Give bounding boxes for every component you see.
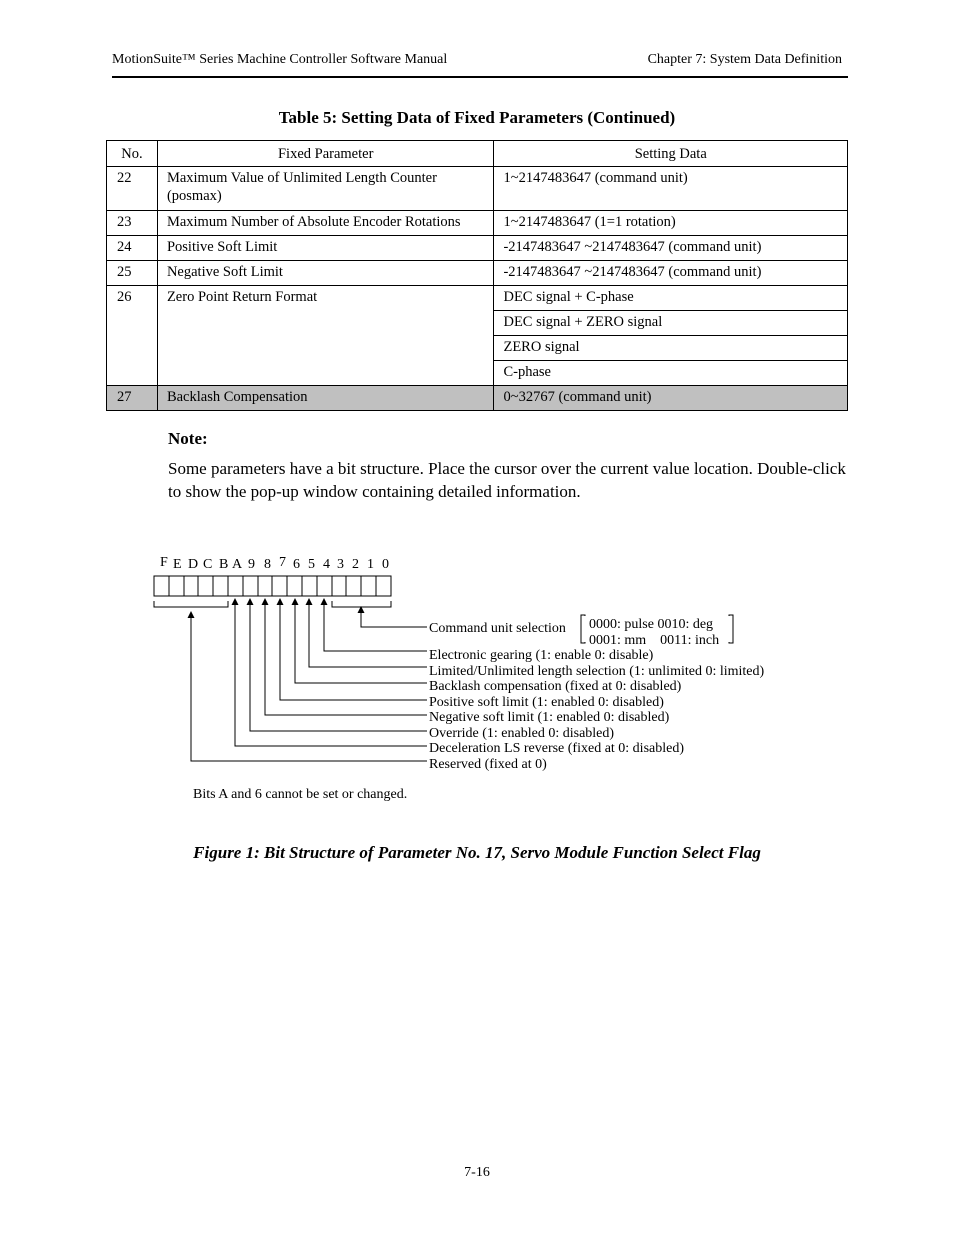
desc-reserved: Reserved (fixed at 0) — [429, 757, 547, 772]
column-header-setting-data: Setting Data — [494, 141, 848, 167]
bits-note: Bits A and 6 cannot be set or changed. — [193, 787, 408, 802]
bit-label: 9 — [248, 557, 255, 572]
row-no: 25 — [107, 261, 158, 286]
desc-electronic-gearing: Electronic gearing (1: enable 0: disable) — [429, 648, 654, 663]
arrow-up-icon — [232, 598, 239, 605]
table-title: Table 5: Setting Data of Fixed Parameters (Continued) — [278, 108, 676, 127]
figure-caption: Figure 1: Bit Structure of Parameter No. 17, Servo Module Function Select Flag — [193, 843, 761, 862]
note-body: Some parameters have a bit structure. Place the cursor over the current value location. Double-click to show the pop-up window containing detailed information. — [168, 459, 846, 501]
bit-label: B — [219, 557, 229, 572]
bit-structure-diagram — [140, 545, 820, 780]
arrow-up-icon — [292, 598, 299, 605]
bit-label: C — [203, 557, 213, 572]
row-setting-data-option: DEC signal + C-phase — [494, 286, 848, 311]
table-row — [107, 167, 848, 211]
desc-override: Override (1: enabled 0: disabled) — [429, 726, 615, 741]
bit-label: 5 — [308, 557, 315, 572]
unit-options-box-left — [581, 615, 585, 643]
row-no: 24 — [107, 236, 158, 261]
bit-label: 1 — [367, 557, 374, 572]
row-no: 22 — [107, 167, 158, 211]
arrow-up-icon — [277, 598, 284, 605]
bit-label: E — [173, 557, 182, 572]
fixed-parameters-table — [106, 140, 848, 411]
table-row — [107, 211, 848, 236]
bit-label: 0 — [382, 557, 389, 572]
arrow-up-icon — [188, 611, 195, 618]
arrow-up-icon — [262, 598, 269, 605]
page-header — [112, 52, 848, 78]
row-parameter: Maximum Number of Absolute Encoder Rotations — [157, 211, 494, 236]
bit-label: 4 — [323, 557, 330, 572]
bit-label: 6 — [293, 557, 300, 572]
row-parameter: Negative Soft Limit — [157, 261, 494, 286]
bit-label: A — [232, 557, 243, 572]
row-setting-data: 0~32767 (command unit) — [494, 386, 848, 411]
arrow-up-icon — [247, 598, 254, 605]
desc-deceleration-ls-reverse: Deceleration LS reverse (fixed at 0: disabled) — [429, 741, 685, 756]
table-row — [107, 236, 848, 261]
table-row — [107, 261, 848, 286]
table-row — [107, 286, 848, 311]
desc-length-selection: Limited/Unlimited length selection (1: unlimited 0: limited) — [429, 664, 765, 679]
arrow-up-icon — [306, 598, 313, 605]
row-setting-data: -2147483647 ~2147483647 (command unit) — [494, 236, 848, 261]
bit-label: 3 — [337, 557, 344, 572]
page-number: 7-16 — [464, 1165, 490, 1180]
row-no: 23 — [107, 211, 158, 236]
table-header-row — [107, 141, 848, 167]
header-manual-title: MotionSuite™ Series Machine Controller Software Manual — [112, 52, 448, 67]
row-setting-data: 1~2147483647 (1=1 rotation) — [494, 211, 848, 236]
row-parameter: Positive Soft Limit — [157, 236, 494, 261]
unit-option-line: 0000: pulse 0010: deg — [589, 617, 714, 632]
bit-label: 8 — [264, 557, 271, 572]
row-no: 26 — [107, 286, 158, 386]
bit-label: F — [160, 555, 168, 570]
column-header-no: No. — [107, 141, 158, 167]
row-setting-data-option: C-phase — [494, 361, 848, 386]
row-no: 27 — [107, 386, 158, 411]
unit-option-line: 0001: mm 0011: inch — [589, 633, 720, 648]
desc-positive-soft-limit: Positive soft limit (1: enabled 0: disabled) — [429, 695, 664, 710]
bit-label: 2 — [352, 557, 359, 572]
row-parameter: Backlash Compensation — [157, 386, 494, 411]
row-setting-data: -2147483647 ~2147483647 (command unit) — [494, 261, 848, 286]
header-chapter-title: Chapter 7: System Data Definition — [647, 52, 842, 67]
desc-backlash-compensation: Backlash compensation (fixed at 0: disabled) — [429, 679, 682, 694]
bit-label: 7 — [279, 555, 286, 570]
unit-options-box-right — [729, 615, 733, 643]
row-setting-data: 1~2147483647 (command unit) — [494, 167, 848, 211]
arrow-up-icon — [321, 598, 328, 605]
column-header-fixed-parameter: Fixed Parameter — [157, 141, 494, 167]
row-setting-data-option: DEC signal + ZERO signal — [494, 311, 848, 336]
row-setting-data-option: ZERO signal — [494, 336, 848, 361]
row-parameter: Maximum Value of Unlimited Length Counter (posmax) — [157, 167, 494, 211]
desc-negative-soft-limit: Negative soft limit (1: enabled 0: disabled) — [429, 710, 670, 725]
reserved-bits-bracket — [154, 601, 228, 607]
desc-command-unit-selection: Command unit selection — [429, 621, 566, 636]
table-row-highlighted — [107, 386, 848, 411]
command-unit-bits-bracket — [332, 601, 391, 607]
note-title: Note: — [168, 429, 208, 448]
bit-label: D — [188, 557, 199, 572]
row-parameter: Zero Point Return Format — [157, 286, 494, 386]
